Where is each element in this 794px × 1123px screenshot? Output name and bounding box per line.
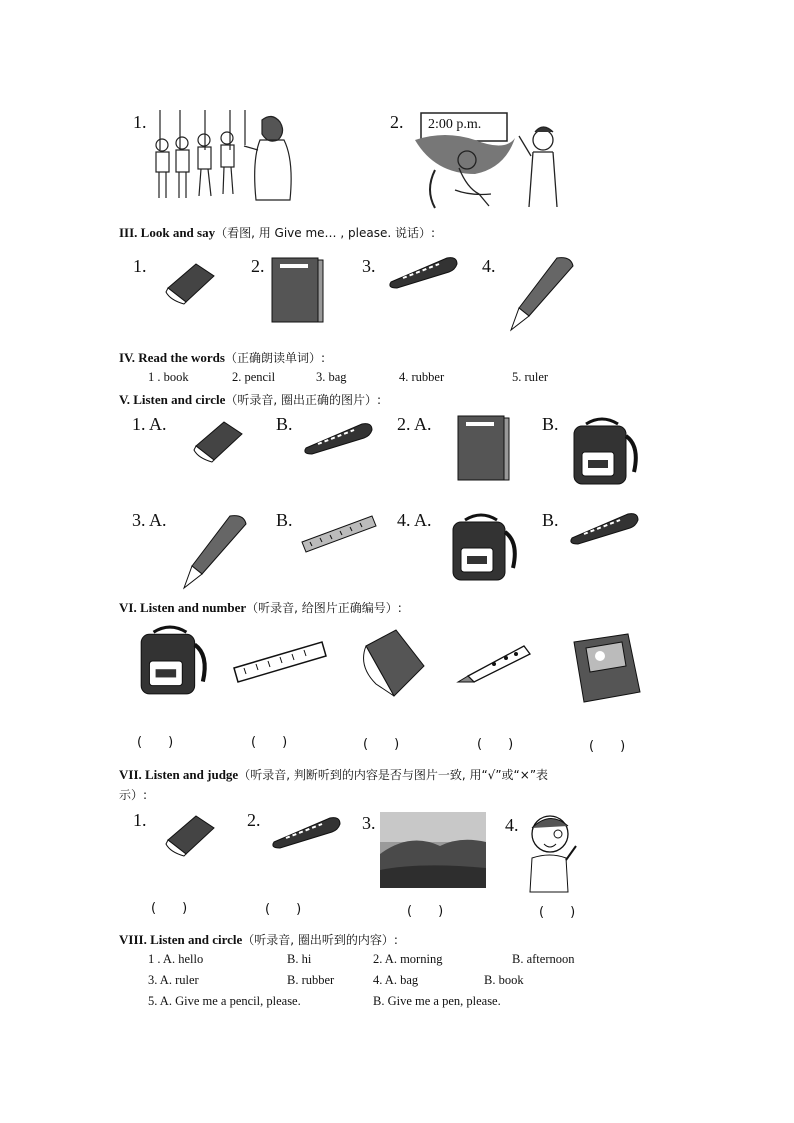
ruler-icon [300, 512, 378, 556]
answer-blank[interactable]: ( ) [363, 737, 400, 752]
section-3-heading [119, 224, 435, 241]
word-item: 4. rubber [399, 370, 445, 384]
section-7-heading-continued [119, 786, 147, 803]
option-label: B. [542, 510, 559, 530]
answer-blank[interactable]: ( ) [539, 905, 576, 920]
section-3-instruction: （看图, 用 Give me… , please. 说话）: [215, 226, 435, 240]
answer-blank[interactable]: ( ) [589, 739, 626, 754]
item-number: 4. [505, 815, 519, 835]
option-label: 2. A. [397, 414, 432, 434]
school-bag-icon [132, 624, 210, 698]
option-label: B. [542, 414, 559, 434]
choice-item: 1 . A. hello [148, 952, 204, 966]
school-bag-icon [445, 512, 519, 584]
item-number: 4. [482, 256, 496, 276]
landscape-photo [380, 812, 486, 888]
answer-blank[interactable]: ( ) [137, 735, 174, 750]
pencil-case-icon [566, 510, 642, 546]
school-bag-icon [566, 416, 640, 488]
choice-item: B. Give me a pen, please. [373, 994, 501, 1008]
item-number: 2. [251, 256, 265, 276]
choice-item: 2. A. morning [373, 952, 443, 966]
section-8-title: VIII. Listen and circle [119, 932, 243, 947]
pencil-icon [454, 640, 534, 684]
section-7-instruction: （听录音, 判断听到的内容是否与图片一致, 用“√”或“×”表 [238, 768, 549, 782]
section-8-instruction: （听录音, 圈出听到的内容）: [242, 933, 398, 947]
choice-item: B. book [484, 973, 524, 987]
word-item: 3. bag [316, 370, 347, 384]
section-4-instruction: （正确朗读单词）: [224, 351, 325, 365]
clock-time-label: 2:00 p.m. [428, 117, 482, 132]
choice-item: B. afternoon [512, 952, 575, 966]
section-5-heading [119, 391, 381, 408]
fountain-pen-icon [505, 254, 577, 332]
notebook-icon [570, 632, 644, 704]
section-7-title: VII. Listen and judge [119, 767, 239, 782]
item-number: 2. [390, 112, 404, 132]
section-7-heading [119, 766, 548, 783]
item-number: 3. [362, 813, 376, 833]
pencil-case-icon [300, 420, 376, 456]
option-label: 4. A. [397, 510, 432, 530]
choice-item: B. rubber [287, 973, 335, 987]
section-8-heading [119, 931, 398, 948]
eraser-icon [356, 626, 428, 702]
item-number: 2. [247, 810, 261, 830]
section-7-instruction-continued: 示）: [119, 788, 148, 802]
section-3-title: III. Look and say [119, 225, 216, 240]
item-number: 3. [362, 256, 376, 276]
section-4-title: IV. Read the words [119, 350, 225, 365]
option-label: 3. A. [132, 510, 167, 530]
option-label: B. [276, 510, 293, 530]
book-icon [456, 414, 511, 482]
ruler-icon [232, 638, 328, 686]
section-6-heading [119, 599, 402, 616]
answer-blank[interactable]: ( ) [407, 904, 444, 919]
eraser-icon [162, 260, 218, 306]
section-5-title: V. Listen and circle [119, 392, 226, 407]
word-item: 2. pencil [232, 370, 276, 384]
item-number: 1. [133, 256, 147, 276]
choice-item: 4. A. bag [373, 973, 419, 987]
answer-blank[interactable]: ( ) [265, 902, 302, 917]
choice-item: 3. A. ruler [148, 973, 199, 987]
choice-item: 5. A. Give me a pencil, please. [148, 994, 301, 1008]
section-5-instruction: （听录音, 圈出正确的图片）: [225, 393, 382, 407]
fountain-pen-icon [178, 512, 250, 590]
option-label: 1. A. [132, 414, 167, 434]
choice-item: B. hi [287, 952, 312, 966]
answer-blank[interactable]: ( ) [151, 901, 188, 916]
item-number: 1. [133, 810, 147, 830]
children-greeting-teacher-illustration [150, 110, 300, 210]
pencil-case-icon [268, 814, 344, 850]
word-item: 5. ruler [512, 370, 549, 384]
section-4-heading [119, 349, 325, 366]
item-number: 1. [133, 112, 147, 132]
word-item: 1 . book [148, 370, 189, 384]
section-6-instruction: （听录音, 给图片正确编号）: [246, 601, 402, 615]
answer-blank[interactable]: ( ) [251, 735, 288, 750]
option-label: B. [276, 414, 293, 434]
answer-blank[interactable]: ( ) [477, 737, 514, 752]
boy-waving-icon [522, 810, 582, 894]
eraser-icon [162, 812, 218, 858]
eraser-icon [190, 418, 246, 464]
section-6-title: VI. Listen and number [119, 600, 247, 615]
book-icon [270, 256, 325, 324]
pencil-case-icon [385, 254, 461, 290]
